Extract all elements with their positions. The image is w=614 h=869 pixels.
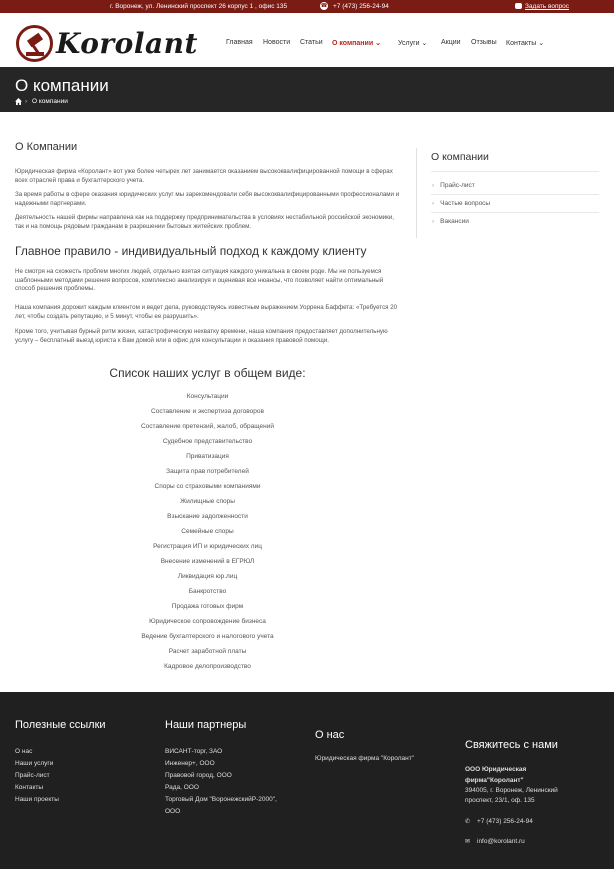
list-item: Продажа готовых фирм: [171, 603, 244, 610]
footer-company-name: ООО Юридическая: [465, 766, 527, 773]
footer-address: 394005, г. Воронеж, Ленинский: [465, 787, 558, 794]
paragraph-approach: Не смотря на схожесть проблем многих людей, отдельно взятая ситуация каждого уникальна в своем роде. Мы не пользуемся шаблонными методами решения вопросов, комплексно анализируя и оценивая все нюансы, что позволяет найти оптимальный способ решения проблемы.: [15, 268, 384, 293]
paragraph-clients: Наша компания дорожит каждым клиентом и ведет дела, руководствуясь известным выражением Уоррена Баффета: «Требуется 20 лет, чтобы создать репутацию, и 5 минут, чтобы ее разрушить».: [15, 304, 398, 320]
list-item: Консультации: [186, 393, 229, 400]
page-title-band: [0, 67, 614, 112]
footer-link-services[interactable]: Наши услуги: [15, 760, 54, 767]
list-item: Расчет заработной платы: [168, 648, 247, 655]
footer-useful-title: Полезные ссылки: [15, 719, 106, 731]
nav-reviews[interactable]: Отзывы: [471, 39, 497, 46]
phone-icon: ✆: [465, 819, 471, 825]
paragraph-activity: Деятельность нашей фирмы направлена как на поддержку предпринимательства в условиях нестабильной российской экономики, так и на помощь рядовым гражданам в разрешении бытовых житейских проблем.: [15, 214, 395, 230]
home-icon[interactable]: [15, 98, 22, 105]
sidebar-item-price-list[interactable]: › Прайс-лист: [432, 182, 475, 189]
list-item: Споры со страховыми компаниями: [154, 483, 261, 490]
phone-icon: ☎: [320, 3, 328, 9]
footer-about-text: Юридическая фирма "Королант": [315, 755, 414, 762]
chevron-right-icon: ›: [432, 218, 435, 225]
footer-link-projects[interactable]: Наши проекты: [15, 796, 59, 803]
page-title: О компании: [15, 76, 109, 95]
sidebar-title: О компании: [431, 151, 489, 163]
list-item: Ведение бухгалтерского и налогового учета: [141, 633, 274, 640]
footer-partner-link[interactable]: ООО: [165, 808, 181, 815]
list-item: Кадровое делопроизводство: [164, 663, 251, 670]
sidebar-rule: [431, 212, 599, 213]
footer-phone[interactable]: ✆ +7 (473) 256-24-94: [465, 818, 533, 825]
list-item: Составление претензий, жалоб, обращений: [140, 423, 274, 430]
footer-contact-title: Свяжитесь с нами: [465, 739, 558, 751]
rule-heading: Главное правило - индивидуальный подход к каждому клиенту: [15, 244, 367, 258]
logo-hammer-icon[interactable]: [16, 25, 53, 62]
footer-partner-link[interactable]: Правовой город, ООО: [165, 772, 232, 779]
list-item: Юридическое сопровождение бизнеса: [149, 618, 266, 625]
list-item: Семейные споры: [181, 528, 234, 535]
breadcrumb-current: О компании: [32, 98, 68, 105]
ask-question-link[interactable]: Задать вопрос: [525, 3, 569, 10]
section-heading: О Компании: [15, 141, 78, 153]
list-item: Регистрация ИП и юридических лиц: [153, 543, 262, 550]
paragraph-intro: Юридическая фирма «Королант» вот уже более четырех лет занимается оказанием высококвалифицированной помощи в сферах всех отраслей права и бухгалтерского учета.: [15, 168, 393, 184]
top-bar: [0, 0, 614, 13]
envelope-icon: ✉: [465, 839, 471, 845]
list-item: Жилищные споры: [180, 498, 235, 505]
nav-services[interactable]: Услуги ⌄: [398, 40, 428, 47]
phone-link[interactable]: +7 (473) 256-24-94: [333, 3, 389, 10]
list-item: Судебное представительство: [162, 438, 253, 445]
chevron-right-icon: ›: [432, 182, 435, 189]
nav-about[interactable]: О компании ⌄: [332, 40, 381, 47]
nav-promotions[interactable]: Акции: [441, 39, 461, 46]
address-text: г. Воронеж, ул. Ленинский проспект 26 корпус 1 , офис 135: [110, 3, 288, 10]
list-item: Приватизация: [186, 453, 229, 460]
site-footer: [0, 692, 614, 869]
nav-articles[interactable]: Статьи: [300, 39, 323, 46]
sidebar-item-vacancies[interactable]: › Вакансии: [432, 218, 469, 225]
paragraph-reputation: За время работы в сфере оказания юридических услуг мы зарекомендовали себя высококвалифицированными профессионалами и надежными партнерами.: [15, 191, 400, 207]
sidebar-rule: [431, 194, 599, 195]
chat-icon: [515, 3, 522, 9]
footer-link-about[interactable]: О нас: [15, 748, 33, 755]
sidebar-rule: [431, 171, 599, 172]
footer-partner-link[interactable]: Рада, ООО: [165, 784, 199, 791]
sidebar-item-faq[interactable]: › Частые вопросы: [432, 200, 491, 207]
chevron-down-icon: ⌄: [375, 40, 381, 47]
chevron-down-icon: ⌄: [538, 40, 545, 47]
nav-news[interactable]: Новости: [263, 39, 291, 46]
chevron-right-icon: ›: [432, 200, 435, 207]
footer-company-name-2: фирма"Королант": [465, 777, 524, 784]
footer-partner-link[interactable]: ВИСАНТ-торг, ЗАО: [165, 748, 223, 755]
list-item: Ликвидация юр.лиц: [177, 573, 238, 580]
footer-link-price[interactable]: Прайс-лист: [15, 772, 50, 779]
chevron-down-icon: ⌄: [421, 40, 428, 47]
breadcrumb-separator-icon: ›: [25, 98, 28, 105]
logo-text[interactable]: Korolant: [56, 27, 198, 60]
footer-partner-link[interactable]: Инженер+, ООО: [165, 760, 215, 767]
paragraph-extra-service: Кроме того, учитывая бурный ритм жизни, катастрофическую нехватку времени, наша компания предоставляет дополнительную услугу – бесплатный выезд юриста к Вам домой или в офис для консультации и оказания правовой помощи.: [15, 328, 388, 344]
list-item: Банкротство: [188, 588, 227, 595]
list-item: Составление и экспертиза договоров: [151, 408, 264, 415]
list-item: Внесение изменений в ЕГРЮЛ: [160, 558, 255, 565]
footer-about-title: О нас: [315, 729, 345, 741]
footer-email[interactable]: ✉ info@korolant.ru: [465, 838, 525, 845]
services-list-heading: Список наших услуг в общем виде:: [109, 366, 306, 380]
list-item: Взыскание задолженности: [167, 513, 248, 520]
footer-partners-title: Наши партнеры: [165, 719, 247, 731]
nav-home[interactable]: Главная: [226, 39, 253, 46]
nav-contacts[interactable]: Контакты ⌄: [506, 40, 545, 47]
footer-link-contacts[interactable]: Контакты: [15, 784, 44, 791]
list-item: Защита прав потребителей: [166, 468, 249, 475]
sidebar-divider: [416, 148, 417, 238]
site-header: [0, 13, 614, 67]
footer-address-2: проспект, 23/1, оф. 135: [465, 797, 535, 804]
footer-partner-link[interactable]: Торговый Дом "ВоронежскийР-2000",: [165, 796, 277, 803]
